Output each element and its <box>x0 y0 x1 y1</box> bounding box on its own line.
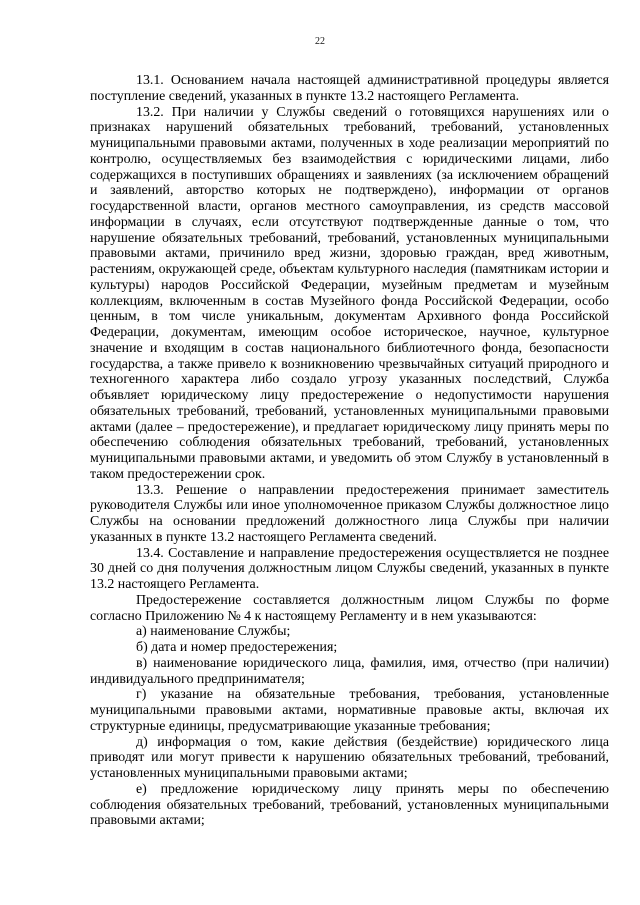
page-number: 22 <box>315 36 325 47</box>
list-item-e: е) предложение юридическому лицу принять меры по обеспечению соблюдения обязательных требований, требований, установленных муниципальными правовыми актами; <box>90 781 609 829</box>
list-item-d: д) информация о том, какие действия (бездействие) юридического лица приводят или могут привести к нарушению обязательных требований, требований, установленных муниципальными правовыми актами; <box>90 734 609 781</box>
list-item-g: г) указание на обязательные требования, требования, установленные муниципальными правовыми актами, нормативные правовые акты, включая их структурные единицы, предусматривающие указанные требования; <box>90 687 609 734</box>
list-item-a: а) наименование Службы; <box>136 624 291 640</box>
paragraph-13-1: 13.1. Основанием начала настоящей административной процедуры является поступление сведений, указанных в пункте 13.2 настоящего Регламента. <box>90 73 609 104</box>
list-item-b: б) дата и номер предостережения; <box>136 640 338 655</box>
paragraph-13-2: 13.2. При наличии у Службы сведений о готовящихся нарушениях или о признаках нарушений обязательных требований, требований, установленных муниципальными правовыми актами, полученных в ходе реализации мероприятий по контролю, осуществляемых без взаимодействия с юридическими лицами, либо содержащихся в поступивших обращениях и заявлениях (за исключением обращений и заявлений, авторство которых не подтверждено), информации от органов государственной власти, органов местного самоуправления, из средств массовой информации в случаях, если отсутствуют подтвержденные данные о том, что нарушение обязательных требований, требований, установленных муниципальными правовыми актами, причинило вред жизни, здоровью граждан, вред животным, растениям, окружающей среде, объектам культурного наследия (памятникам истории и культуры) народов Российской Федерации, музейным предметам и музейным коллекциям, включенным в состав Музейного фонда Российской Федерации, особо ценным, в том числе уникальным, документам Архивного фонда Российской Федерации, документам, имеющим особое историческое, научное, культурное значение и входящим в состав национального библиотечного фонда, безопасности государства, а также привело к возникновению чрезвычайных ситуаций природного и техногенного характера либо создало угрозу указанных последствий, Служба объявляет юридическому лицу предостережение о недопустимости нарушения обязательных требований, требований, установленных муниципальными правовыми актами (далее – предостережение), и предлагает юридическому лицу принять меры по обеспечению соблюдения обязательных требований, требований, установленных муниципальными правовыми актами, и уведомить об этом Службу в установленный в таком предостережении срок. <box>90 104 609 482</box>
list-item-v: в) наименование юридического лица, фамилия, имя, отчество (при наличии) индивидуального предпринимателя; <box>90 655 609 687</box>
body-text <box>90 73 609 829</box>
paragraph-13-3: 13.3. Решение о направлении предостережения принимает заместитель руководителя Службы или иное уполномоченное приказом Службы должностное лицо Службы на основании предложений должностного лица Службы при наличии указанных в пункте 13.2 настоящего Регламента сведений. <box>90 482 609 545</box>
paragraph-13-4: 13.4. Составление и направление предостережения осуществляется не позднее 30 дней со дня получения должностным лицом Службы сведений, указанных в пункте 13.2 настоящего Регламента. <box>90 545 609 592</box>
paragraph-warning-form: Предостережение составляется должностным лицом Службы по форме согласно Приложению № 4 к настоящему Регламенту и в нем указываются: <box>90 592 609 624</box>
